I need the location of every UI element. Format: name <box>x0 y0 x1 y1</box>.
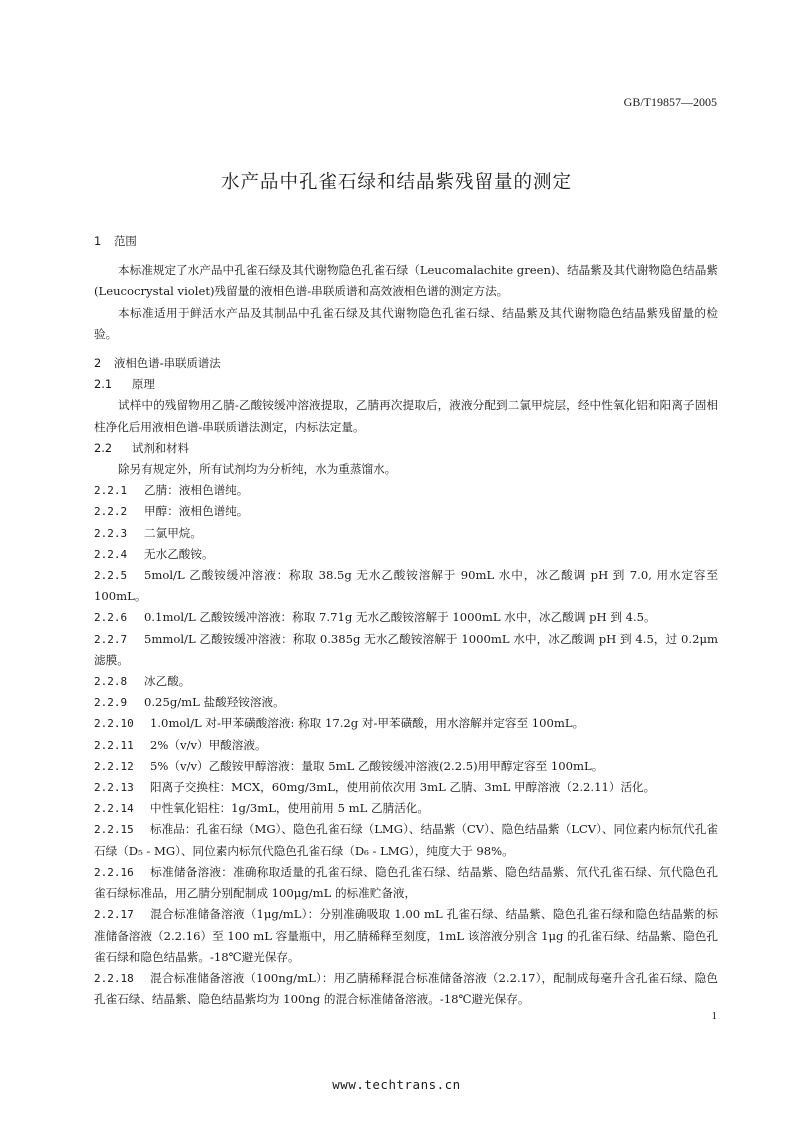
item-text: 乙腈：液相色谱纯。 <box>144 483 249 498</box>
item-text: 中性氧化铝柱：1g/3mL，使用前用 5 mL 乙腈活化。 <box>150 801 429 816</box>
reagent-item <box>94 713 718 734</box>
item-number: 2.2.10 <box>94 717 134 731</box>
item-number: 2.2.12 <box>94 759 134 773</box>
item-text: 1.0mol/L 对-甲苯磺酸溶液: 称取 17.2g 对-甲苯磺酸，用水溶解并定容至 100mL。 <box>150 716 585 731</box>
section-number: 2 <box>94 356 102 371</box>
item-number: 2.2.5 <box>94 569 128 583</box>
item-text: 阳离子交换柱：MCX，60mg/3mL，使用前依次用 3mL 乙腈、3mL 甲醇溶液（2.2.11）活化。 <box>150 780 656 795</box>
item-number: 2.2.4 <box>94 547 128 561</box>
reagent-item <box>94 798 718 819</box>
reagent-item <box>94 607 718 628</box>
subsection-number: 2.1 <box>94 377 113 392</box>
item-text: 标准储备溶液：准确称取适量的孔雀石绿、隐色孔雀石绿、结晶紫、隐色结晶紫、氘代孔雀石绿、氘代隐色孔雀石绿标准品，用乙腈分别配制成 100μg/mL 的标准贮备液， <box>94 864 718 901</box>
reagent-item <box>94 480 718 501</box>
item-text: 2%（v/v）甲酸溶液。 <box>150 737 267 752</box>
document-body <box>94 231 718 1010</box>
reagent-item <box>94 968 718 1010</box>
item-text: 5mmol/L 乙酸铵缓冲溶液：称取 0.385g 无水乙酸铵溶解于 1000mL 水中，冰乙酸调 pH 到 4.5，过 0.2μm 滤膜。 <box>94 631 718 667</box>
page-number: 1 <box>711 1010 717 1022</box>
item-text: 二氯甲烷。 <box>144 525 202 540</box>
item-number: 2.2.3 <box>94 526 128 540</box>
website-footer: www.techtrans.cn <box>332 1077 461 1092</box>
reagent-item <box>94 629 718 671</box>
reagent-item <box>94 671 718 692</box>
item-number: 2.2.18 <box>94 971 134 985</box>
item-text: 甲醇：液相色谱纯。 <box>144 504 249 519</box>
reagent-item <box>94 544 718 565</box>
reagent-item <box>94 777 718 798</box>
section-number: 1 <box>94 234 102 248</box>
subsection-label: 试剂和材料 <box>132 440 189 455</box>
section-heading-scope <box>94 231 718 252</box>
standard-code: GB/T19857—2005 <box>623 95 717 109</box>
document-title: 水产品中孔雀石绿和结晶紫残留量的测定 <box>220 172 572 193</box>
item-number: 2.2.2 <box>94 505 128 519</box>
item-text: 5%（v/v）乙酸铵甲醇溶液：量取 5mL 乙酸铵缓冲溶液(2.2.5)用甲醇定容至 100mL。 <box>150 758 604 773</box>
reagent-item <box>94 862 718 904</box>
paragraph: 除另有规定外，所有试剂均为分析纯，水为重蒸馏水。 <box>118 462 397 477</box>
item-text: 冰乙酸。 <box>144 674 191 689</box>
item-number: 2.2.13 <box>94 781 134 795</box>
subsection-heading-principle <box>94 374 718 395</box>
item-text: 5mol/L 乙酸铵缓冲溶液：称取 38.5g 无水乙酸铵溶解于 90mL 水中，冰乙酸调 pH 到 7.0, 用水定容至 100mL。 <box>94 568 718 604</box>
section-heading-lcmsms <box>94 353 718 374</box>
item-number: 2.2.7 <box>94 632 128 646</box>
reagent-item <box>94 523 718 544</box>
paragraph: 本标准适用于鲜活水产品及其制品中孔雀石绿及其代谢物隐色孔雀石绿、结晶紫及其代谢物隐色结晶紫残留量的检验。 <box>94 305 718 341</box>
reagent-item <box>94 692 718 713</box>
item-text: 0.25g/mL 盐酸羟铵溶液。 <box>144 695 285 710</box>
item-number: 2.2.17 <box>94 908 134 922</box>
item-text: 标准品：孔雀石绿（MG）、隐色孔雀石绿（LMG）、结晶紫（CV）、隐色结晶紫（LCV）、同位素内标氘代孔雀石绿（D₅ - MG）、同位素内标氘代隐色孔雀石绿（D₆ - LMG），纯度大于 98%。 <box>94 822 718 858</box>
item-number: 2.2.6 <box>94 611 128 625</box>
paragraph: 试样中的残留物用乙腈-乙酸铵缓冲溶液提取，乙腈再次提取后，液液分配到二氯甲烷层，经中性氧化铝和阳离子固相柱净化后用液相色谱-串联质谱法测定，内标法定量。 <box>94 398 718 434</box>
item-number: 2.2.11 <box>94 738 134 752</box>
paragraph: 本标准规定了水产品中孔雀石绿及其代谢物隐色孔雀石绿（Leucomalachite green)、结晶紫及其代谢物隐色结晶紫(Leucocrystal violet)残留量的液相色谱-串联质谱和高效液相色谱的测定方法。 <box>94 263 718 299</box>
reagent-item <box>94 756 718 777</box>
item-text: 混合标准储备溶液（100ng/mL）：用乙腈稀释混合标准储备溶液（2.2.17），配制成每毫升含孔雀石绿、隐色孔雀石绿、结晶紫、隐色结晶紫均为 100ng 的混合标准储备溶液。-18℃避光保存。 <box>94 970 718 1007</box>
item-number: 2.2.14 <box>94 802 134 816</box>
section-label: 液相色谱-串联质谱法 <box>114 356 221 371</box>
reagent-item <box>94 735 718 756</box>
item-text: 无水乙酸铵。 <box>144 546 214 561</box>
item-number: 2.2.9 <box>94 696 128 710</box>
item-number: 2.2.1 <box>94 484 128 498</box>
item-text: 混合标准储备溶液（1μg/mL）：分别准确吸取 1.00 mL 孔雀石绿、结晶紫、隐色孔雀石绿和隐色结晶紫的标准储备溶液（2.2.16）至 100 mL 容量瓶中，用乙腈稀释至刻度，1mL 该溶液分别含 1μg 的孔雀石绿、结晶紫、隐色孔雀石绿和隐色结晶紫。-18℃避光保存。 <box>94 907 718 964</box>
section-label: 范围 <box>114 234 137 248</box>
subsection-heading-reagents <box>94 438 718 459</box>
item-number: 2.2.8 <box>94 675 128 689</box>
reagent-item <box>94 904 718 968</box>
subsection-number: 2.2 <box>94 440 113 455</box>
item-number: 2.2.15 <box>94 823 134 837</box>
item-text: 0.1mol/L 乙酸铵缓冲溶液：称取 7.71g 无水乙酸铵溶解于 1000mL 水中，冰乙酸调 pH 到 4.5。 <box>144 610 656 625</box>
reagent-item <box>94 819 718 861</box>
item-number: 2.2.16 <box>94 865 134 879</box>
subsection-label: 原理 <box>132 377 155 392</box>
reagent-item <box>94 501 718 522</box>
reagent-item <box>94 565 718 607</box>
